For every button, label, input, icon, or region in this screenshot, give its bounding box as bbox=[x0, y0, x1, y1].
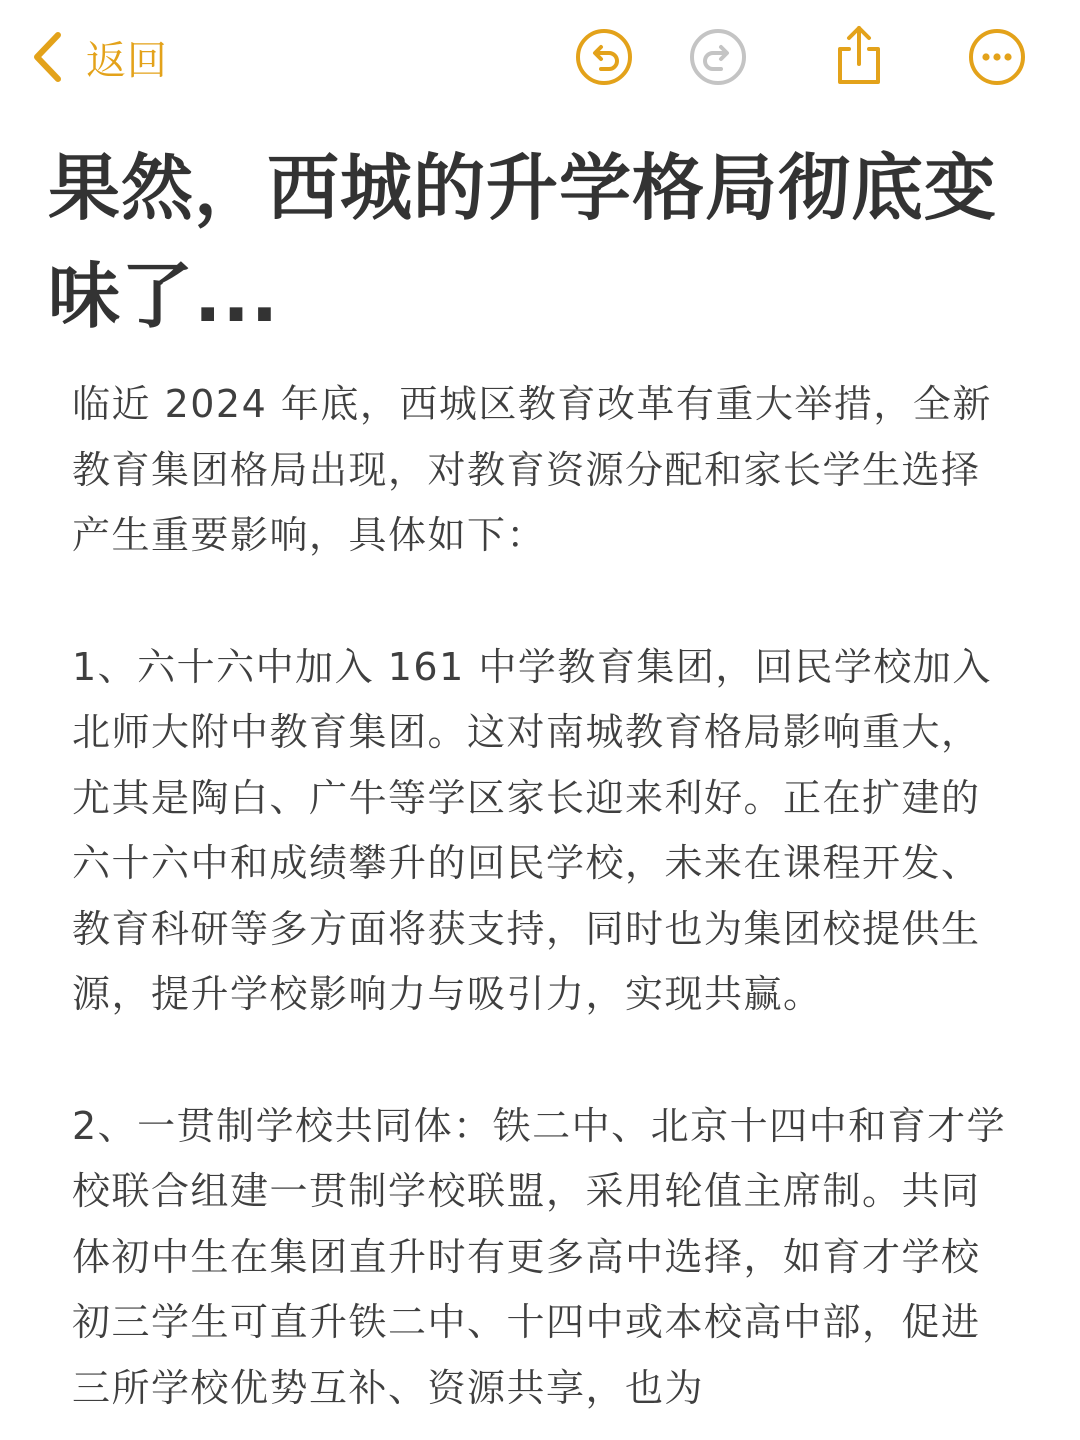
more-icon bbox=[968, 28, 1026, 86]
share-button[interactable] bbox=[830, 24, 888, 86]
note-paragraph-2: 2、一贯制学校共同体：铁二中、北京十四中和育才学校联合组建一贯制学校联盟，采用轮值主席制。共同体初中生在集团直升时有更多高中选择，如育才学校初三学生可直升铁二中、十四中或本校高中部，促进三所学校优势互补、资源共享，也为 bbox=[72, 1103, 1007, 1410]
back-label: 返回 bbox=[86, 37, 168, 84]
note-paragraph-intro: 临近 2024 年底，西城区教育改革有重大举措，全新教育集团格局出现，对教育资源分配和家长学生选择产生重要影响，具体如下： bbox=[72, 382, 992, 557]
chevron-left-icon bbox=[30, 30, 64, 84]
undo-icon bbox=[575, 28, 633, 86]
back-button[interactable] bbox=[30, 28, 168, 86]
note-paragraph-1: 1、六十六中加入 161 中学教育集团，回民学校加入北师大附中教育集团。这对南城教育格局影响重大，尤其是陶白、广牛等学区家长迎来利好。正在扩建的六十六中和成绩攀升的回民学校，未来在课程开发、教育科研等多方面将获支持，同时也为集团校提供生源，提升学校影响力与吸引力，实现共赢。 bbox=[72, 644, 992, 1016]
top-toolbar bbox=[0, 0, 1080, 118]
more-button[interactable] bbox=[968, 28, 1026, 86]
redo-button[interactable] bbox=[689, 28, 747, 86]
undo-button[interactable] bbox=[575, 28, 633, 86]
redo-icon bbox=[689, 28, 747, 86]
share-icon bbox=[830, 24, 888, 86]
note-body[interactable] bbox=[72, 372, 1012, 1440]
note-title[interactable]: 果然，西城的升学格局彻底变味了... bbox=[48, 146, 998, 338]
